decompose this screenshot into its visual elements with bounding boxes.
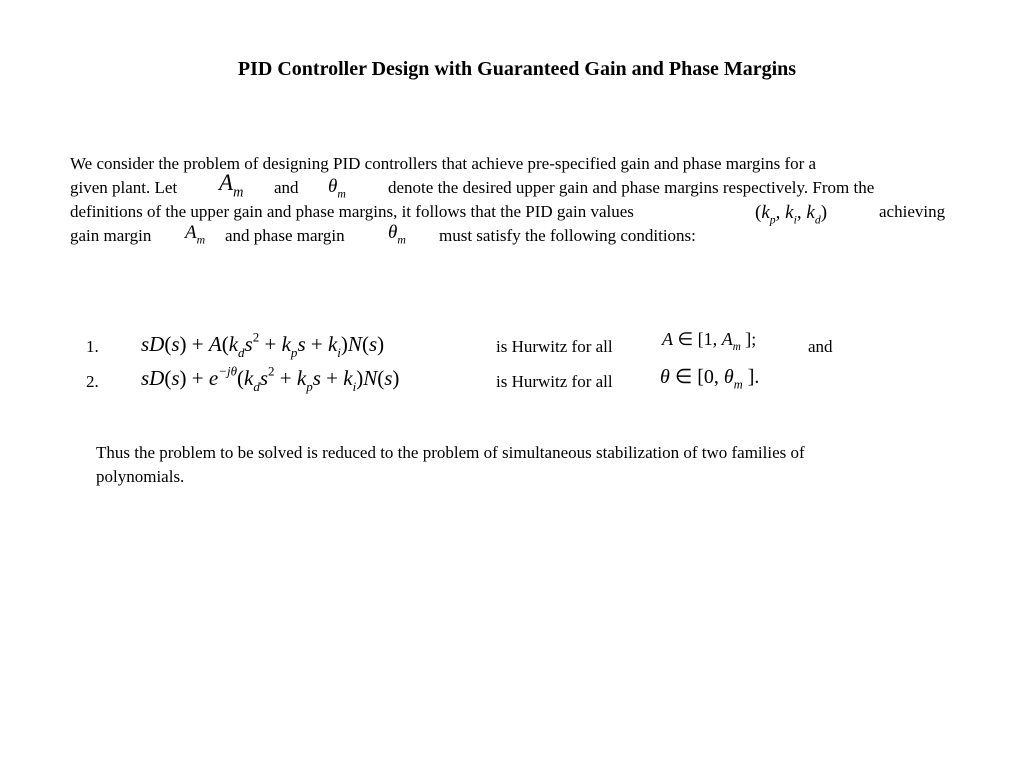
condition-2-text: is Hurwitz for all [496,372,613,391]
symbol-gain-margin: $A_m$ [219,170,244,201]
paragraph-line-2-and: and [274,178,299,197]
condition-2-range: θ ∈ [0, $\theta_m$ ]. [660,366,760,392]
closing-paragraph: Thus the problem to be solved is reduced to the problem of simultaneous stabilization of two families of polynomials. [96,443,805,486]
paragraph-line-3-start: definitions of the upper gain and phase margins, it follows that the PID gain values [70,202,634,221]
page-title: PID Controller Design with Guaranteed Gain and Phase Margins [237,58,797,80]
symbol-gain-margin-2: $A_m$ [185,222,206,247]
condition-1-polynomial: $sD(s) + A(k_ds^2 + k_ps + k_i)N(s)$ [141,329,385,360]
paragraph-line-4-start: gain margin [70,226,152,245]
condition-1-range: A ∈ [1, $A_m$ ]; [662,329,757,354]
condition-1-and: and [808,337,833,356]
symbol-phase-margin-2: $\theta_m$ [388,222,406,247]
condition-1-text: is Hurwitz for all [496,337,613,356]
symbol-phase-margin: $\theta_m$ [328,176,346,201]
paragraph-line-3-end: achieving [879,202,946,221]
pid-gain-vector: ($k_p$, $k_i$, $k_d$) [755,202,828,227]
paragraph-line-1: We consider the problem of designing PID controllers that achieve pre-specified gain and phase margins for a [70,154,817,173]
paragraph-line-4-mid: and phase margin [225,226,345,245]
paragraph-line-2-end: denote the desired upper gain and phase margins respectively. From the [388,178,875,197]
paragraph-line-2-start: given plant. Let [70,178,178,197]
condition-1-number: 1. [86,337,99,356]
paragraph-line-4-end: must satisfy the following conditions: [439,226,696,245]
condition-2-polynomial: $sD(s) + e^{-j\theta}(k_ds^2 + k_ps + k_i)N(s)$ [141,363,400,394]
condition-2-number: 2. [86,372,99,391]
